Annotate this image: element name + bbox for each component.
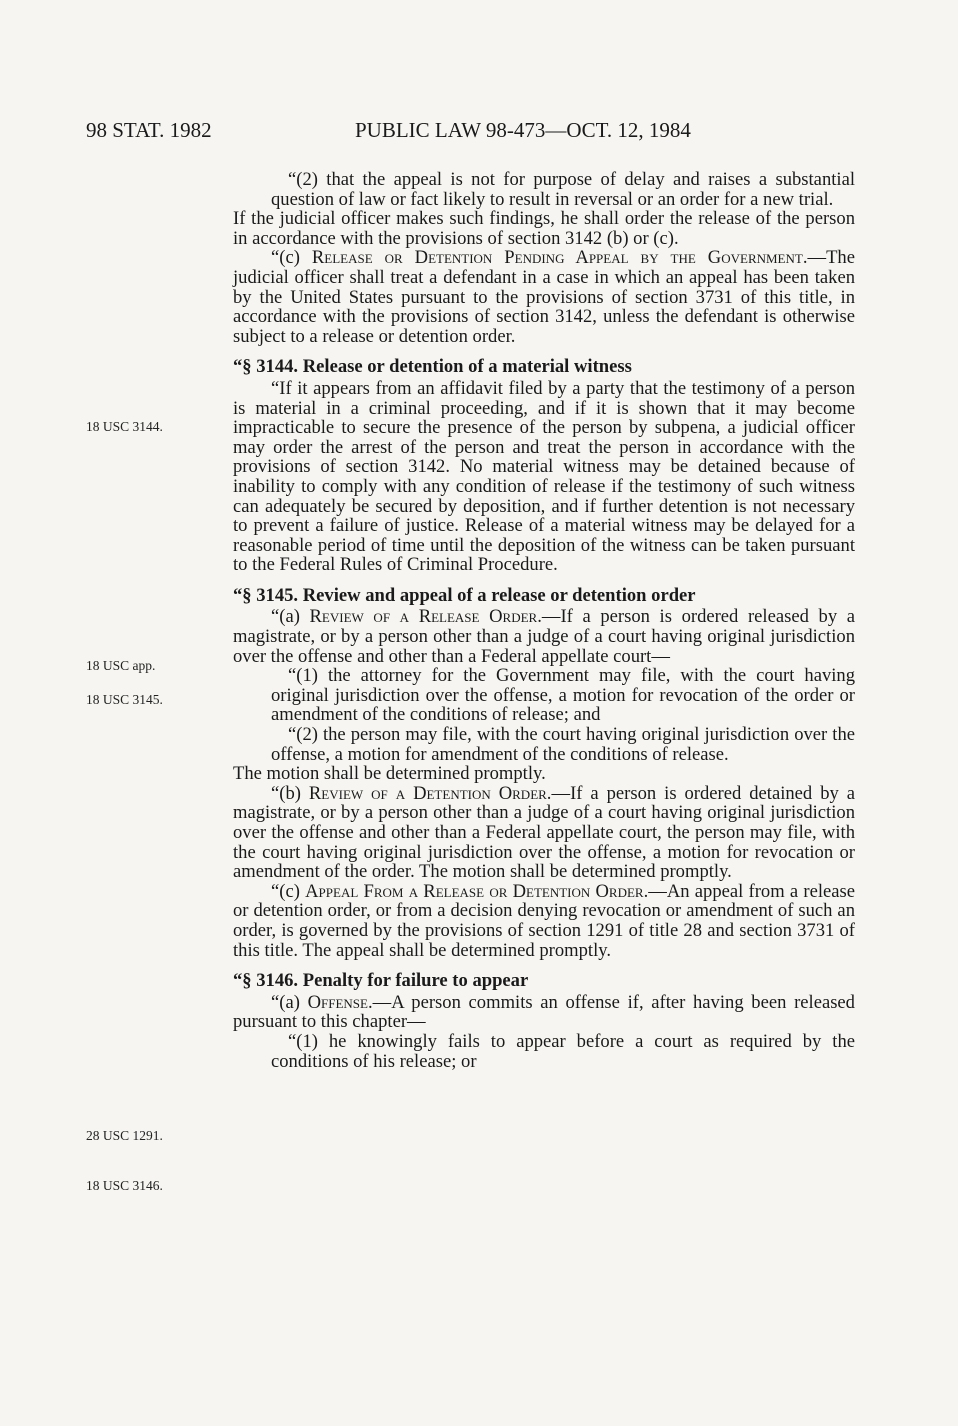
page-header bbox=[86, 118, 866, 148]
paragraph-lead: “(c) bbox=[271, 880, 306, 902]
paragraph-lead: “(a) bbox=[271, 991, 308, 1013]
paragraph-lead: “(c) bbox=[271, 247, 312, 269]
margin-note-1291: 28 USC 1291. bbox=[86, 1128, 163, 1143]
paragraph: “(2) that the appeal is not for purpose of delay and raises a substantial question of law or fact likely to result in reversal or an order for a new trial. bbox=[271, 169, 855, 210]
paragraph: If the judicial officer makes such findings, he shall order the release of the person in accordance with the provisions of section 3142 (b) or (c). bbox=[233, 208, 855, 249]
margin-note-3146: 18 USC 3146. bbox=[86, 1178, 163, 1193]
paragraph-lead: “(b) bbox=[271, 782, 309, 804]
subsection-heading: Offense. bbox=[307, 991, 373, 1013]
paragraph-text: —The judicial officer shall treat a defendant in a case in which an appeal has been taken by the United States pursuant to the provisions of section 3731 of this title, in accordance with the provisions of section 3142, unless the defendant is otherwise subject to a release or detention order. bbox=[233, 247, 855, 347]
margin-note-3145: 18 USC 3145. bbox=[86, 692, 163, 707]
paragraph-text: —A person commits an offense if, after having been released pursuant to this chapter— bbox=[233, 991, 855, 1033]
paragraph bbox=[233, 248, 855, 346]
section-heading-3145: “§ 3145. Review and appeal of a release or detention order bbox=[233, 584, 696, 606]
margin-note-app: 18 USC app. bbox=[86, 658, 156, 673]
subsection-heading: Appeal From a Release or Detention Order. bbox=[305, 880, 649, 902]
paragraph-text: —If a person is ordered detained by a magistrate, or by a person other than a judge of a court having original jurisdiction over the offense and other than a Federal appellate court, the person may file, with the court having original jurisdiction over the offense, a motion for revocation or amendment of the order. The motion shall be determined promptly. bbox=[233, 782, 855, 883]
margin-note-3144: 18 USC 3144. bbox=[86, 419, 163, 434]
paragraph: “(2) the person may file, with the court having original jurisdiction over the offense, a motion for amendment of the conditions of release. bbox=[271, 724, 855, 765]
subsection-heading: Release or Detention Pending Appeal by the Government. bbox=[311, 247, 808, 269]
subsection-heading: Review of a Release Order. bbox=[309, 606, 542, 628]
public-law-title: PUBLIC LAW 98-473—OCT. 12, 1984 bbox=[355, 118, 691, 142]
body-text bbox=[233, 170, 855, 1071]
paragraph: The motion shall be determined promptly. bbox=[233, 763, 546, 785]
paragraph bbox=[233, 607, 855, 666]
statute-page-number: 98 STAT. 1982 bbox=[86, 118, 212, 142]
paragraph: “(1) the attorney for the Government may file, with the court having original jurisdiction over the offense, a motion for revocation of the order or amendment of the conditions of release; and bbox=[271, 665, 855, 726]
paragraph bbox=[233, 993, 855, 1032]
paragraph bbox=[233, 882, 855, 960]
paragraph: “If it appears from an affidavit filed by a party that the testimony of a person is material in a criminal proceeding, and if it is shown that it may become impracticable to secure the presence of the person by subpena, a judicial officer may order the arrest of the person and treat the person in accordance with the provisions of section 3142. No material witness may be detained because of inability to comply with any condition of release if the testimony of such witness can adequately be secured by deposition, and if further detention is not necessary to prevent a failure of justice. Release of a material witness may be delayed for a reasonable period of time until the deposition of the witness can be taken pursuant to the Federal Rules of Criminal Procedure. bbox=[233, 377, 855, 576]
paragraph-text: —An appeal from a release or detention order, or from a decision denying revocation or amendment of such an order, is governed by the provisions of section 1291 of title 28 and section 3731 of this title. The appeal shall be determined promptly. bbox=[233, 880, 856, 961]
subsection-heading: Review of a Detention Order. bbox=[308, 782, 552, 804]
paragraph-lead: “(a) bbox=[271, 606, 310, 628]
paragraph-text: —If a person is ordered released by a magistrate, or by a person other than a judge of a court having original jurisdiction over the offense and other than a Federal appellate court— bbox=[233, 606, 855, 667]
section-heading-3144: “§ 3144. Release or detention of a material witness bbox=[233, 356, 632, 378]
paragraph bbox=[233, 784, 855, 882]
section-heading-3146: “§ 3146. Penalty for failure to appear bbox=[233, 970, 529, 992]
paragraph: “(1) he knowingly fails to appear before a court as required by the conditions of his release; or bbox=[271, 1030, 855, 1072]
